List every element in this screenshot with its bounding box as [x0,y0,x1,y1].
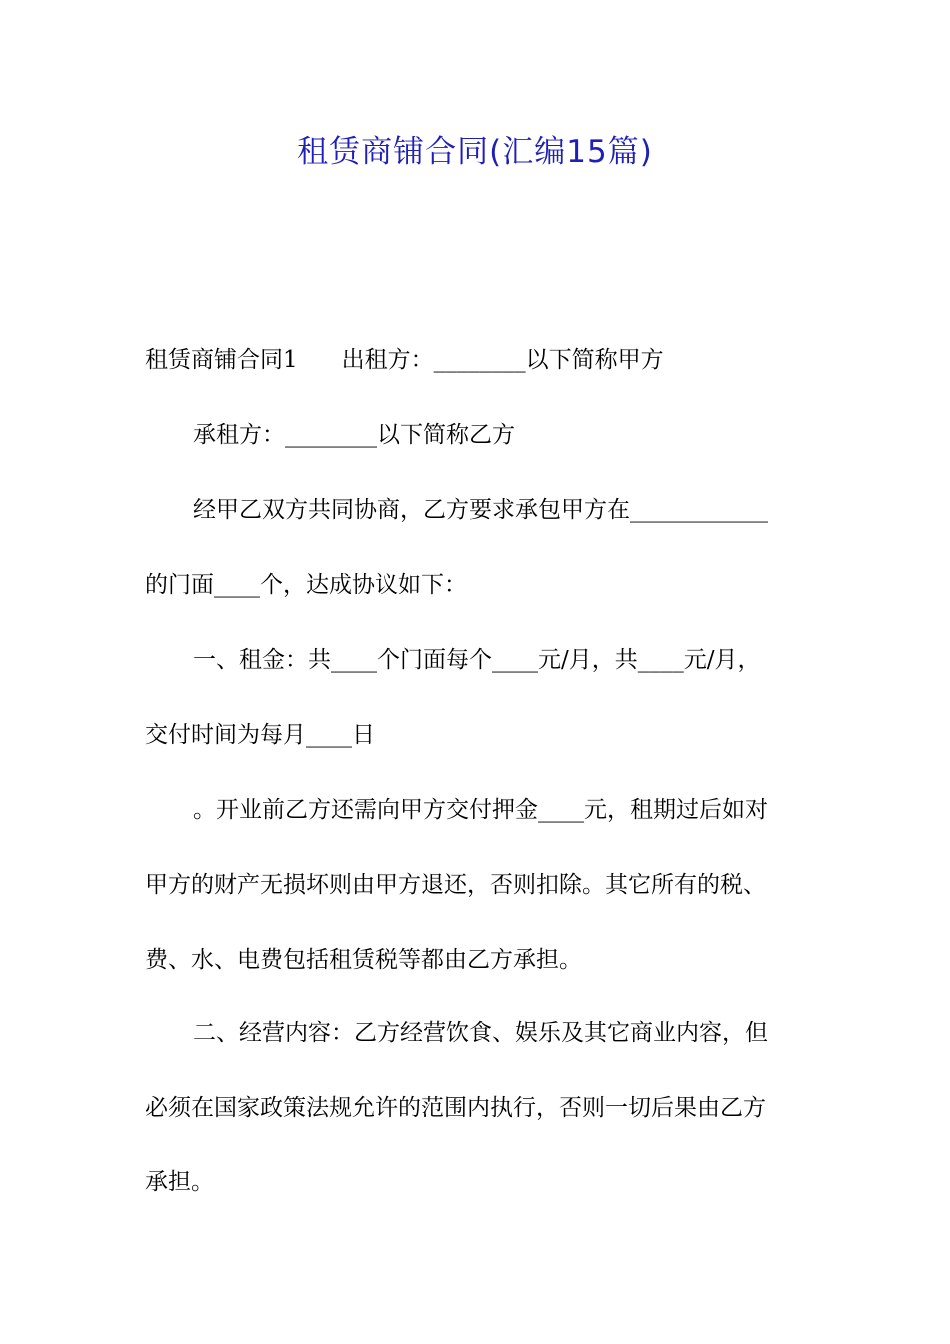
paragraph-line: 费、水、电费包括租赁税等都由乙方承担。 [145,947,582,973]
paragraph-line: 交付时间为每月____日 [145,722,375,748]
contract-heading-line [145,340,664,380]
document-title: 租赁商铺合同(汇编15篇) [297,134,653,170]
lessor-line: 出租方：________以下简称甲方 [341,347,664,373]
paragraph-line: 。开业前乙方还需向甲方交付押金____元，租期过后如对 [193,797,768,823]
paragraph-line: 经甲乙双方共同协商，乙方要求承包甲方在____________ [193,497,768,523]
paragraph-line: 一、租金：共____个门面每个____元/月，共____元/月， [193,647,761,673]
contract-number: 租赁商铺合同1 [145,347,298,373]
paragraph-line: 二、经营内容：乙方经营饮食、娱乐及其它商业内容，但 [193,1020,768,1046]
lessee-line: 承租方：________以下简称乙方 [193,422,515,448]
paragraph-line: 承担。 [145,1169,214,1195]
paragraph-line: 必须在国家政策法规允许的范围内执行，否则一切后果由乙方 [145,1095,766,1121]
paragraph-line: 的门面____个，达成协议如下： [145,572,467,598]
paragraph-line: 甲方的财产无损坏则由甲方退还，否则扣除。其它所有的税、 [145,872,766,898]
